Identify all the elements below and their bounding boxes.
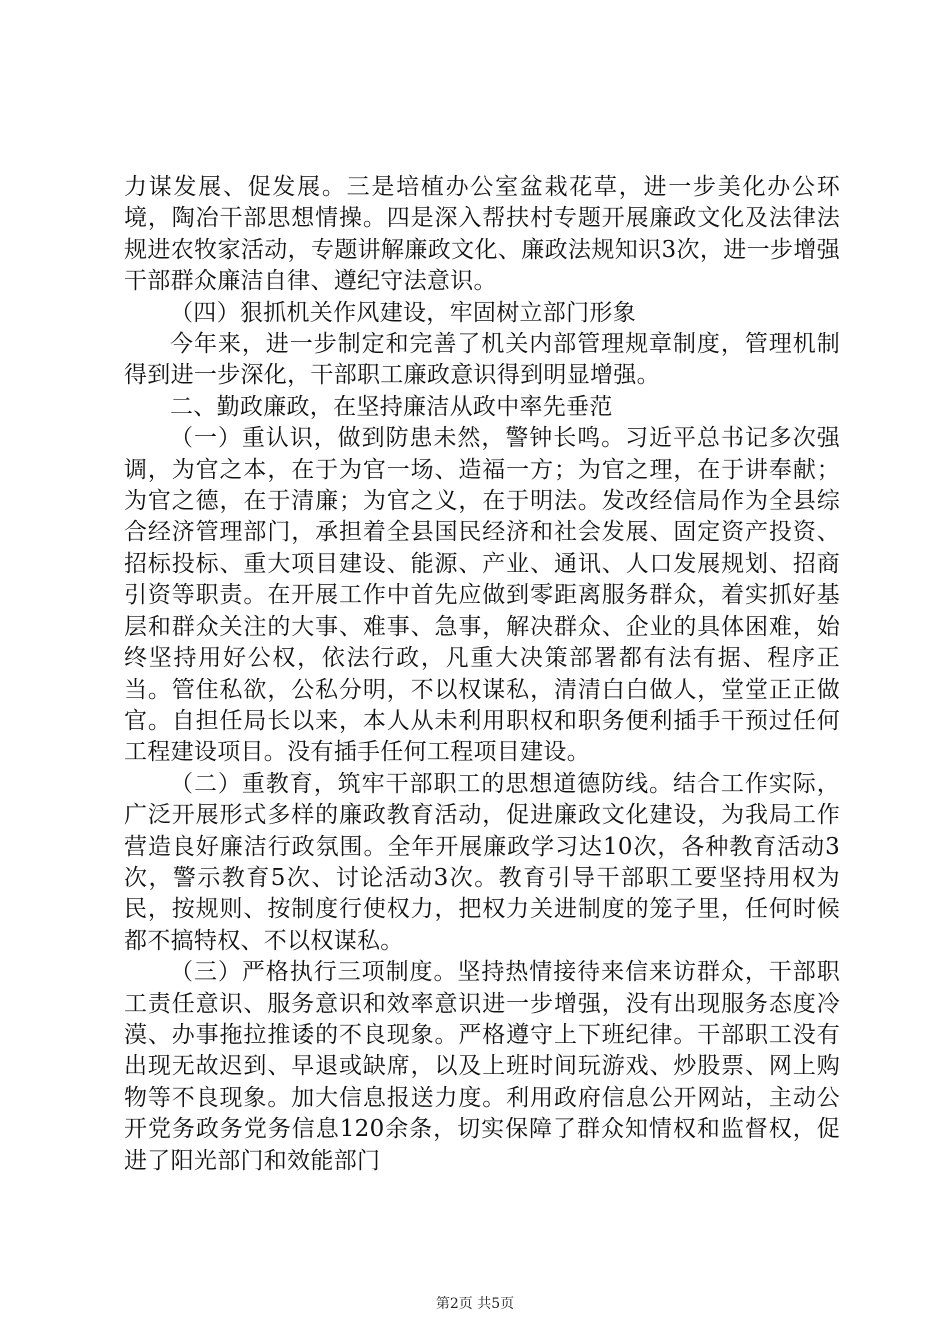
page-number-footer: 第2页 共5页 <box>435 1296 515 1312</box>
paragraph-4: （二）重教育，筑牢干部职工的思想道德防线。结合工作实际，广泛开展形式多样的廉政教育活动，促进廉政文化建设，为我局工作营造良好廉洁行政氛围。全年开展廉政学习达10次，各种教育活动3次，警示教育5次、讨论活动3次。教育引导干部职工要坚持用权为民，按规则、按制度行使权力，把权力关进制度的笼子里，任何时候都不搞特权、不以权谋私。 <box>124 770 840 954</box>
chapter-heading-2: 二、勤政廉政，在坚持廉洁从政中率先垂范 <box>170 393 613 420</box>
section-heading-4: （四）狠抓机关作风建设，牢固树立部门形象 <box>170 299 636 326</box>
paragraph-3: （一）重认识，做到防患未然，警钟长鸣。习近平总书记多次强调，为官之本，在于为官一场、造福一方；为官之理，在于讲奉献；为官之德，在于清廉；为官之义，在于明法。发改经信局作为全县综合经济管理部门，承担着全县国民经济和社会发展、固定资产投资、招标投标、重大项目建设、能源、产业、通讯、人口发展规划、招商引资等职责。在开展工作中首先应做到零距离服务群众，着实抓好基层和群众关注的大事、难事、急事，解决群众、企业的具体困难，始终坚持用好公权，依法行政，凡重大决策部署都有法有据、程序正当。管住私欲，公私分明，不以权谋私，清清白白做人，堂堂正正做官。自担任局长以来，本人从未利用职权和职务便利插手干预过任何工程建设项目。没有插手任何工程项目建设。 <box>124 425 840 766</box>
paragraph-1: 力谋发展、促发展。三是培植办公室盆栽花草，进一步美化办公环境，陶冶干部思想情操。四是深入帮扶村专题开展廉政文化及法律法规进农牧家活动，专题讲解廉政文化、廉政法规知识3次，进一步增强干部群众廉洁自律、遵纪守法意识。 <box>124 174 840 295</box>
document-body <box>124 172 840 1177</box>
paragraph-2: 今年来，进一步制定和完善了机关内部管理规章制度，管理机制得到进一步深化，干部职工廉政意识得到明显增强。 <box>124 331 840 389</box>
paragraph-5: （三）严格执行三项制度。坚持热情接待来信来访群众，干部职工责任意识、服务意识和效率意识进一步增强，没有出现服务态度冷漠、办事拖拉推诿的不良现象。严格遵守上下班纪律。干部职工没有出现无故迟到、早退或缺席，以及上班时间玩游戏、炒股票、网上购物等不良现象。加大信息报送力度。利用政府信息公开网站，主动公开党务政务党务信息120余条，切实保障了群众知情权和监督权，促进了阳光部门和效能部门 <box>124 959 840 1174</box>
